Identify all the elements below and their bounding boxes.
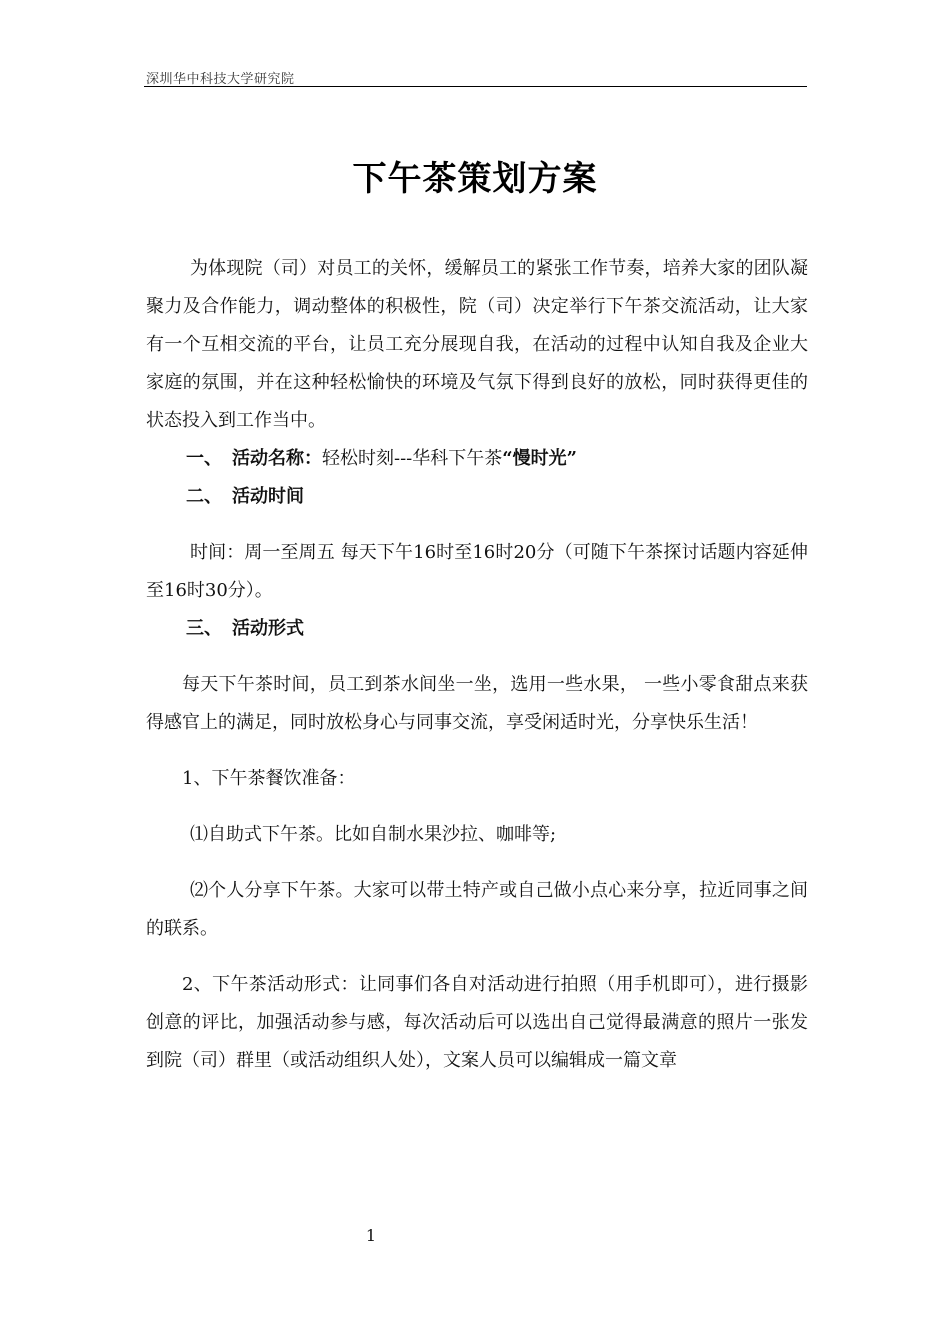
section-1-value: 轻松时刻---华科下午茶 xyxy=(322,448,503,469)
page-number: 1 xyxy=(365,1226,377,1245)
section-1-number: 一、 xyxy=(186,448,222,469)
section-2-text: 时间：周一至周五 每天下午16时至16时20分（可随下午茶探讨话题内容延伸至16时30分）。 xyxy=(146,542,808,601)
section-3-heading xyxy=(146,610,808,648)
section-2-number: 二、 xyxy=(186,486,222,507)
header-institution: 深圳华中科技大学研究院 xyxy=(146,72,295,87)
item-1-title: 1、下午茶餐饮准备： xyxy=(182,768,356,789)
section-3-number: 三、 xyxy=(186,618,222,639)
section-1-emphasis: “慢时光” xyxy=(502,448,577,469)
document-title: 下午茶策划方案 xyxy=(352,158,598,199)
section-2-heading xyxy=(146,478,808,516)
item-2-text: 2、下午茶活动形式：让同事们各自对活动进行拍照（用手机即可），进行摄影创意的评比，加强活动参与感，每次活动后可以选出自己觉得最满意的照片一张发到院（司）群里（或活动组织人处），文案人员可以编辑成一篇文章 xyxy=(146,974,808,1071)
section-2-label: 活动时间 xyxy=(232,486,304,507)
item-1-sub-1: ⑴自助式下午茶。比如自制水果沙拉、咖啡等; xyxy=(190,824,557,845)
item-1-sub-2: ⑵个人分享下午茶。大家可以带土特产或自己做小点心来分享，拉近同事之间的联系。 xyxy=(146,880,808,939)
section-3-text: 每天下午茶时间，员工到茶水间坐一坐，选用一些水果， 一些小零食甜点来获得感官上的满足，同时放松身心与同事交流，享受闲适时光，分享快乐生活！ xyxy=(146,674,808,733)
document-body xyxy=(146,250,808,1080)
header-divider xyxy=(144,86,807,87)
section-3-label: 活动形式 xyxy=(232,618,304,639)
section-1-label: 活动名称： xyxy=(232,448,322,469)
intro-paragraph: 为体现院（司）对员工的关怀，缓解员工的紧张工作节奏，培养大家的团队凝聚力及合作能力，调动整体的积极性，院（司）决定举行下午茶交流活动，让大家有一个互相交流的平台，让员工充分展现自我，在活动的过程中认知自我及企业大家庭的氛围，并在这种轻松愉快的环境及气氛下得到良好的放松，同时获得更佳的状态投入到工作当中。 xyxy=(146,258,808,431)
section-1-heading xyxy=(146,440,808,478)
